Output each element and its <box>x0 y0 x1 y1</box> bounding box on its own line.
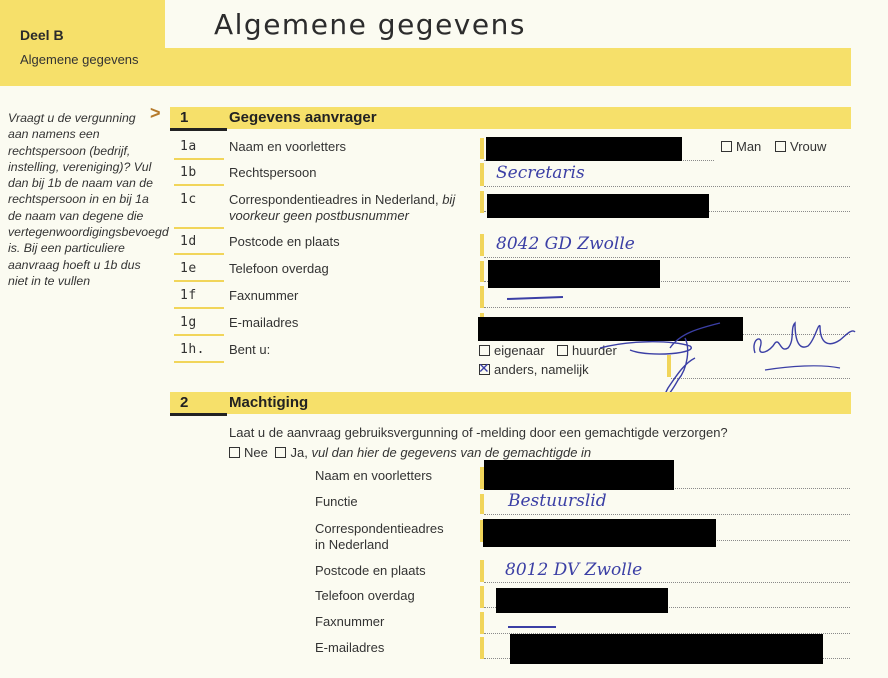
machtiging-functie-label: Functie <box>315 494 358 509</box>
page-title: Algemene gegevens <box>214 8 526 41</box>
machtiging-email-redacted[interactable] <box>510 634 823 664</box>
option-nee-label: Nee <box>244 445 268 460</box>
checkbox-huurder[interactable] <box>557 345 568 356</box>
field-marker <box>480 234 484 256</box>
row-1d-number: 1d <box>180 234 197 249</box>
row-1d-label: Postcode en plaats <box>229 234 340 249</box>
gender-man-label: Man <box>736 139 762 154</box>
row-1a-underline <box>174 158 224 160</box>
role-option-anders[interactable] <box>479 362 589 377</box>
field-marker <box>480 494 484 514</box>
field-marker <box>480 586 484 608</box>
section-2-number-underline <box>170 413 227 416</box>
role-eigenaar-label: eigenaar <box>494 343 545 358</box>
field-1d-line[interactable] <box>484 257 850 258</box>
machtiging-functie-line[interactable] <box>484 514 850 515</box>
row-1b-underline <box>174 184 224 186</box>
section-2-question: Laat u de aanvraag gebruiksvergunning of -melding door een gemachtigde verzorgen? <box>229 425 728 440</box>
row-1g-label: E-mailadres <box>229 315 299 330</box>
checkbox-eigenaar[interactable] <box>479 345 490 356</box>
section-1-number: 1 <box>180 109 189 126</box>
section-2-title: Machtiging <box>229 394 309 411</box>
field-marker <box>480 163 484 186</box>
section-1-number-underline <box>170 128 227 131</box>
option-ja-note: vul dan hier de gegevens van de gemachtigde in <box>311 445 592 460</box>
row-1e-label: Telefoon overdag <box>229 261 329 276</box>
part-header-box <box>0 0 165 86</box>
machtiging-functie-value[interactable]: Bestuurslid <box>508 491 607 511</box>
row-1a-number: 1a <box>180 139 197 154</box>
row-1c-underline <box>174 227 224 229</box>
row-1b-number: 1b <box>180 165 197 180</box>
field-1a-value-redacted[interactable] <box>486 137 682 161</box>
row-1b-label: Rechtspersoon <box>229 165 317 180</box>
machtiging-options <box>229 445 591 460</box>
machtiging-telefoon-label: Telefoon overdag <box>315 588 415 603</box>
checkbox-nee[interactable] <box>229 447 240 458</box>
row-1h-label: Bent u: <box>229 342 271 357</box>
row-1g-underline <box>174 334 224 336</box>
field-marker <box>480 261 484 282</box>
row-1c-label <box>229 192 479 224</box>
row-1c-label-note: bij voorkeur geen postbusnummer <box>229 192 456 223</box>
section-2-number: 2 <box>180 394 189 411</box>
field-marker <box>480 138 484 159</box>
row-1f-label: Faxnummer <box>229 288 299 303</box>
machtiging-postcode-label: Postcode en plaats <box>315 563 426 578</box>
checkbox-ja[interactable] <box>275 447 286 458</box>
field-marker <box>480 286 484 308</box>
field-marker <box>480 191 484 213</box>
machtiging-name-redacted[interactable] <box>484 460 674 490</box>
machtiging-postcode-value[interactable]: 8012 DV Zwolle <box>505 560 643 580</box>
machtiging-postcode-line[interactable] <box>484 582 850 583</box>
gender-vrouw-label: Vrouw <box>790 139 827 154</box>
checkbox-man[interactable] <box>721 141 732 152</box>
row-1g-number: 1g <box>180 315 197 330</box>
machtiging-fax-label: Faxnummer <box>315 614 385 629</box>
section-1-title: Gegevens aanvrager <box>229 109 377 126</box>
row-1c-number: 1c <box>180 192 197 207</box>
machtiging-fax-value-dash[interactable] <box>508 626 556 628</box>
machtiging-adres-redacted[interactable] <box>483 519 716 547</box>
row-1e-underline <box>174 280 224 282</box>
row-1f-number: 1f <box>180 288 197 303</box>
option-nee[interactable] <box>229 445 268 460</box>
row-1e-number: 1e <box>180 261 197 276</box>
field-marker <box>480 637 484 659</box>
row-1f-underline <box>174 307 224 309</box>
row-1h-number: 1h. <box>180 342 205 357</box>
checkbox-vrouw[interactable] <box>775 141 786 152</box>
machtiging-email-label: E-mailadres <box>315 640 385 655</box>
field-1e-value-redacted[interactable] <box>488 260 660 288</box>
row-1d-underline <box>174 253 224 255</box>
field-1b-line[interactable] <box>484 186 850 187</box>
field-1c-value-redacted[interactable] <box>487 194 709 218</box>
side-note: Vraagt u de vergunning aan namens een rechtspersoon (bedrijf, instelling, vereniging)? Vul dan bij 1b de naam van de rechtspersoon in en bij 1a de naam van degene die vertegenwoordigingsbevoegd is. Bij een particuliere aanvraag hoeft u 1b dus niet in te vullen <box>8 111 169 288</box>
gender-option-vrouw[interactable] <box>775 139 826 154</box>
machtiging-adres-label: Correspondentieadres in Nederland <box>315 521 444 552</box>
checkbox-anders-checked[interactable] <box>479 364 490 375</box>
part-title: Deel B <box>20 27 64 43</box>
row-1h-underline <box>174 361 224 363</box>
option-ja-label: Ja, <box>290 445 308 460</box>
part-subtitle: Algemene gegevens <box>20 52 139 67</box>
role-option-eigenaar[interactable] <box>479 343 545 358</box>
field-1d-value[interactable]: 8042 GD Zwolle <box>496 234 635 254</box>
field-marker <box>480 560 484 582</box>
machtiging-name-label: Naam en voorletters <box>315 468 433 483</box>
arrow-right-icon: > <box>150 103 161 123</box>
header-band <box>165 48 851 86</box>
row-1c-label-text: Correspondentieadres in Nederland, <box>229 192 439 207</box>
gender-option-man[interactable] <box>721 139 761 154</box>
machtiging-telefoon-redacted[interactable] <box>496 588 668 613</box>
field-1f-line[interactable] <box>484 307 850 308</box>
field-1f-value-dash[interactable] <box>507 296 563 300</box>
field-1b-value[interactable]: Secretaris <box>496 163 585 183</box>
field-marker <box>480 612 484 634</box>
role-anders-label: anders, namelijk <box>494 362 589 377</box>
option-ja[interactable] <box>275 445 307 460</box>
role-huurder-label: huurder <box>572 343 617 358</box>
row-1a-label: Naam en voorletters <box>229 139 347 154</box>
